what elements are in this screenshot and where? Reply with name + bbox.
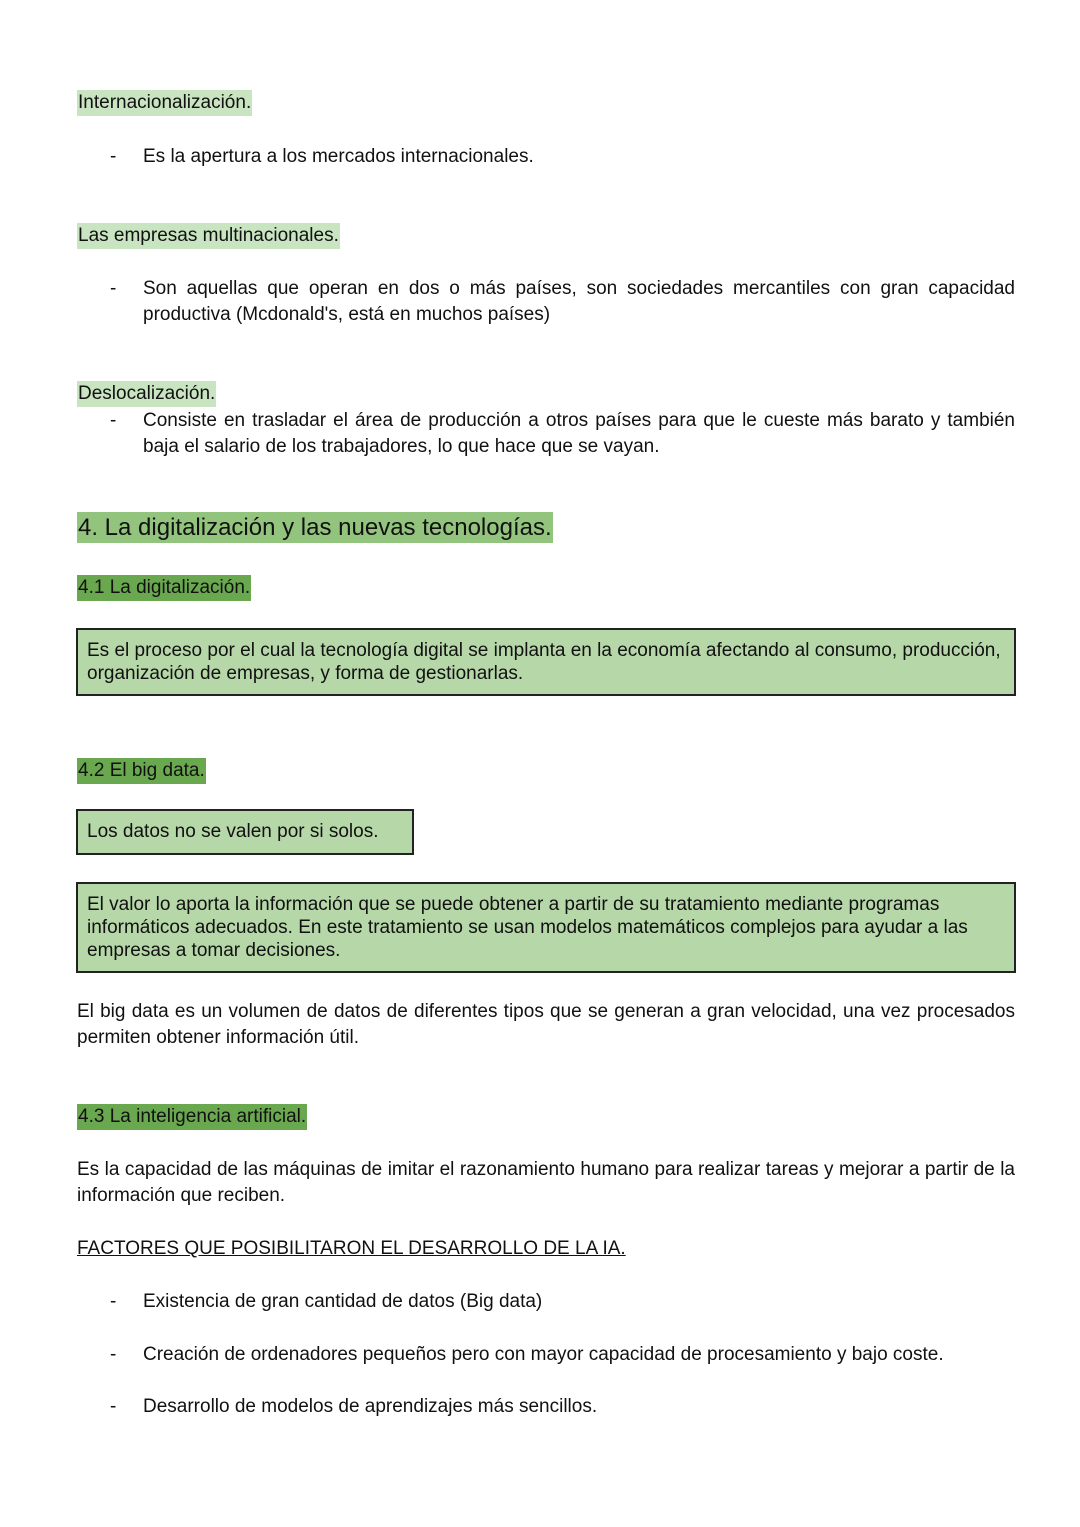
bullet-marker: - [110, 1291, 117, 1312]
list-item-text: Creación de ordenadores pequeños pero con mayor capacidad de procesamiento y bajo coste. [143, 1344, 944, 1365]
bullet-marker: - [110, 278, 117, 299]
section-title-digitalizacion: 4. La digitalización y las nuevas tecnologías. [78, 514, 552, 541]
heading-internacionalizacion: Internacionalización. [77, 90, 252, 116]
list-item-text: Consiste en trasladar el área de producción a otros países para que le cueste más barato y también baja el salario de los trabajadores, lo que hace que se vayan. [143, 410, 1015, 457]
note-box-datos: Los datos no se valen por si solos. [76, 809, 414, 855]
heading-deslocalizacion: Deslocalización. [77, 381, 216, 407]
bullet-marker: - [110, 1344, 117, 1365]
bullet-marker: - [110, 146, 117, 167]
list-item-text: Es la apertura a los mercados internacionales. [143, 146, 534, 167]
bullet-marker: - [110, 410, 117, 431]
heading-4-1: 4.1 La digitalización. [77, 575, 251, 601]
heading-4-3: 4.3 La inteligencia artificial. [77, 1104, 307, 1130]
paragraph-ia: Es la capacidad de las máquinas de imitar el razonamiento humano para realizar tareas y mejorar a partir de la información que reciben. [77, 1159, 1015, 1206]
definition-box-digitalizacion: Es el proceso por el cual la tecnología digital se implanta en la economía afectando al consumo, producción, organización de empresas, y forma de gestionarlas. [76, 628, 1016, 696]
heading-4-2: 4.2 El big data. [77, 758, 206, 784]
factors-heading: FACTORES QUE POSIBILITARON EL DESARROLLO DE LA IA. [77, 1238, 626, 1259]
list-item-text: Son aquellas que operan en dos o más países, son sociedades mercantiles con gran capacidad productiva (Mcdonald's, está en muchos países) [143, 278, 1015, 325]
heading-multinacionales: Las empresas multinacionales. [77, 223, 340, 249]
list-item-text: Existencia de gran cantidad de datos (Big data) [143, 1291, 543, 1312]
note-box-valor: El valor lo aporta la información que se puede obtener a partir de su tratamiento mediante programas informáticos adecuados. En este tratamiento se usan modelos matemáticos complejos para ayudar a las empresas a tomar decisiones. [76, 882, 1016, 973]
bullet-marker: - [110, 1396, 117, 1417]
list-item-text: Desarrollo de modelos de aprendizajes más sencillos. [143, 1396, 598, 1417]
paragraph-big-data: El big data es un volumen de datos de diferentes tipos que se generan a gran velocidad, una vez procesados permiten obtener información útil. [77, 1001, 1015, 1048]
